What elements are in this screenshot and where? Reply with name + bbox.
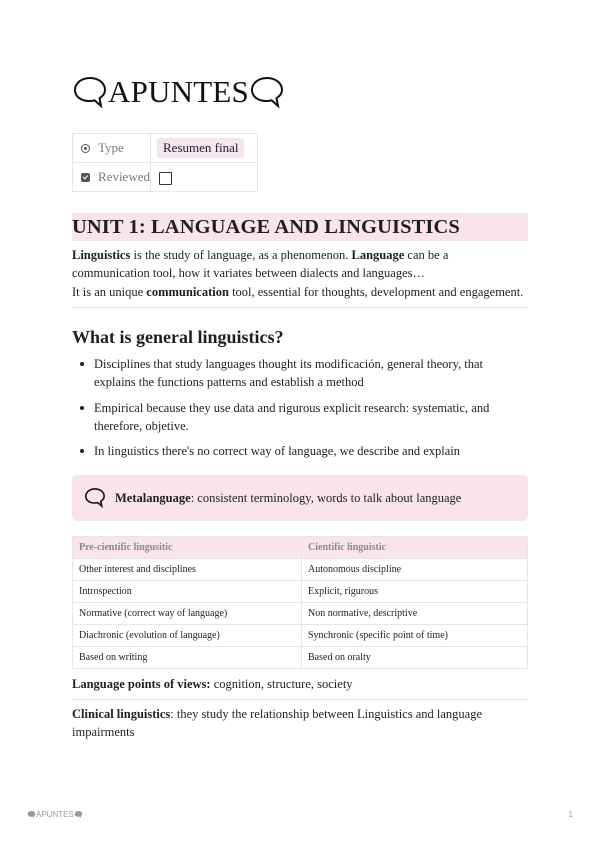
- list-item: Disciplines that study languages thought its modificación, general theory, that explains the functions patterns and establish a method: [94, 355, 524, 391]
- comparison-table: [72, 536, 528, 669]
- radio-icon: [81, 144, 90, 153]
- callout-box: [72, 475, 528, 521]
- table-row: [73, 603, 528, 625]
- speech-bubble-icon: [72, 75, 108, 109]
- speech-bubble-icon: [249, 75, 285, 109]
- page-title: [72, 70, 285, 114]
- points-of-view-text: cognition, structure, society: [210, 677, 353, 691]
- term-language: Language: [351, 248, 405, 262]
- column-header: Cientific linguistic: [302, 537, 528, 559]
- table-row: [73, 559, 528, 581]
- footer-title: [27, 810, 83, 819]
- property-label: Type: [98, 140, 124, 156]
- points-of-view-paragraph: [72, 675, 528, 693]
- table-cell: Non normative, descriptive: [302, 603, 528, 625]
- intro-text: tool, essential for thoughts, development and engagement.: [228, 285, 524, 299]
- term-communication: communication: [146, 285, 229, 299]
- property-value[interactable]: [151, 134, 258, 163]
- column-header: Pre-cientific lingusitic: [73, 537, 302, 559]
- intro-paragraph: [72, 246, 528, 282]
- table-cell: Synchronic (specific point of time): [302, 625, 528, 647]
- list-item: Empirical because they use data and rigurous explicit research: systematic, and therefore, objetive.: [94, 399, 524, 435]
- intro-text: It is an unique: [72, 285, 147, 299]
- property-key: [73, 134, 151, 163]
- callout-text: [115, 489, 461, 507]
- property-key: [73, 163, 151, 192]
- clinical-text: : they study the relationship between Linguistics and language impairments: [72, 707, 483, 739]
- divider: [72, 699, 528, 700]
- footer-title-text: APUNTES: [36, 810, 74, 819]
- table-cell: Based on writing: [73, 647, 302, 669]
- term-linguistics: Linguistics: [72, 248, 131, 262]
- points-of-view-term: Language points of views:: [72, 677, 211, 691]
- table-row: [73, 625, 528, 647]
- table-cell: Explicit, rigurous: [302, 581, 528, 603]
- unit-heading: UNIT 1: LANGUAGE AND LINGUISTICS: [72, 213, 528, 241]
- speech-bubble-icon: [84, 487, 106, 508]
- properties-table: [72, 133, 258, 192]
- callout-term: Metalanguage: [115, 491, 191, 505]
- reviewed-checkbox[interactable]: [159, 172, 172, 185]
- table-cell: Diachronic (evolution of language): [73, 625, 302, 647]
- table-cell: Based on oralty: [302, 647, 528, 669]
- intro-text: can be a communication tool, how it variates between dialects and languages…: [72, 248, 449, 280]
- speech-bubble-icon: [74, 810, 83, 819]
- section-heading: What is general linguistics?: [72, 327, 284, 347]
- intro-paragraph-2: [72, 283, 528, 301]
- list-item: In linguistics there's no correct way of language, we describe and explain: [94, 442, 524, 460]
- property-label: Reviewed: [98, 169, 150, 185]
- table-cell: Other interest and disciplines: [73, 559, 302, 581]
- clinical-term: Clinical linguistics: [72, 707, 171, 721]
- table-cell: Introspection: [73, 581, 302, 603]
- checkbox-property-icon: [81, 173, 90, 182]
- clinical-paragraph: [72, 705, 528, 741]
- speech-bubble-icon: [27, 810, 36, 819]
- property-value[interactable]: [151, 163, 258, 192]
- table-row: [73, 581, 528, 603]
- property-type: [73, 134, 258, 163]
- intro-text: is the study of language, as a phenomenon.: [130, 248, 352, 262]
- property-reviewed: [73, 163, 258, 192]
- page-number: 1: [568, 810, 573, 819]
- type-tag[interactable]: Resumen final: [157, 138, 244, 158]
- table-cell: Normative (correct way of language): [73, 603, 302, 625]
- table-row: [73, 647, 528, 669]
- table-header-row: [73, 537, 528, 559]
- table-cell: Autonomous discipline: [302, 559, 528, 581]
- callout-definition: : consistent terminology, words to talk about language: [190, 491, 462, 505]
- page-title-text: APUNTES: [108, 74, 249, 109]
- divider: [72, 307, 528, 308]
